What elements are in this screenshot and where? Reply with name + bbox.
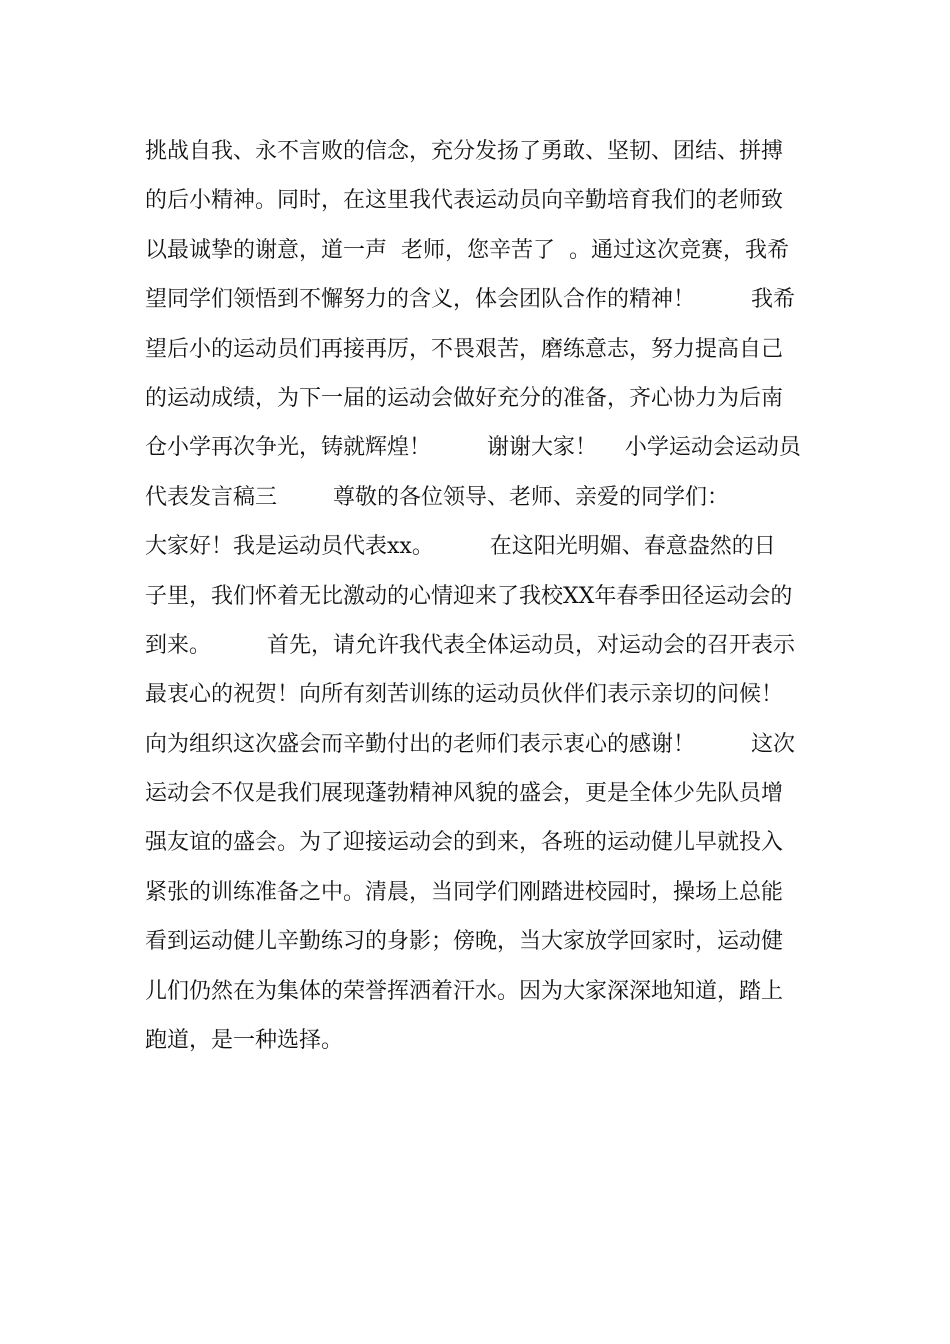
text-line: 望后小的运动员们再接再厉，不畏艰苦，磨练意志，努力提高自己 xyxy=(145,336,784,362)
text-line: 运动会不仅是我们展现蓬勃精神风貌的盛会，更是全体少先队员增 xyxy=(145,781,784,807)
text-line: 到来。 首先，请允许我代表全体运动员，对运动会的召开表示 xyxy=(145,632,795,658)
text-line: 紧张的训练准备之中。清晨，当同学们刚踏进校园时，操场上总能 xyxy=(145,879,784,905)
text-line: 儿们仍然在为集体的荣誉挥洒着汗水。因为大家深深地知道，踏上 xyxy=(145,978,784,1004)
text-line: 的后小精神。同时，在这里我代表运动员向辛勤培育我们的老师致 xyxy=(145,188,784,214)
text-line: 强友谊的盛会。为了迎接运动会的到来，各班的运动健儿早就投入 xyxy=(145,830,784,856)
body-text xyxy=(145,133,815,1071)
text-line: 望同学们领悟到不懈努力的含义，体会团队合作的精神！ 我希 xyxy=(145,287,795,313)
text-line: 向为组织这次盛会而辛勤付出的老师们表示衷心的感谢！ 这次 xyxy=(145,731,795,757)
text-line: 大家好！我是运动员代表xx。 在这阳光明媚、春意盎然的日 xyxy=(145,534,776,560)
text-line: 代表发言稿三 尊敬的各位领导、老师、亲爱的同学们： xyxy=(145,484,729,510)
text-line: 最衷心的祝贺！向所有刻苦训练的运动员伙伴们表示亲切的问候！ xyxy=(145,682,784,708)
text-line: 以最诚挚的谢意，道一声 老师，您辛苦了 。通过这次竞赛，我希 xyxy=(145,237,789,263)
text-line: 子里，我们怀着无比激动的心情迎来了我校XX年春季田径运动会的 xyxy=(145,583,793,609)
text-line: 跑道，是一种选择。 xyxy=(145,1028,344,1054)
text-line: 的运动成绩，为下一届的运动会做好充分的准备，齐心协力为后南 xyxy=(145,385,784,411)
text-line: 挑战自我、永不言败的信念，充分发扬了勇敢、坚韧、团结、拼搏 xyxy=(145,139,784,164)
text-line: 仓小学再次争光，铸就辉煌！ 谢谢大家！ 小学运动会运动员 xyxy=(145,435,801,461)
text-line: 看到运动健儿辛勤练习的身影；傍晚，当大家放学回家时，运动健 xyxy=(145,929,784,955)
